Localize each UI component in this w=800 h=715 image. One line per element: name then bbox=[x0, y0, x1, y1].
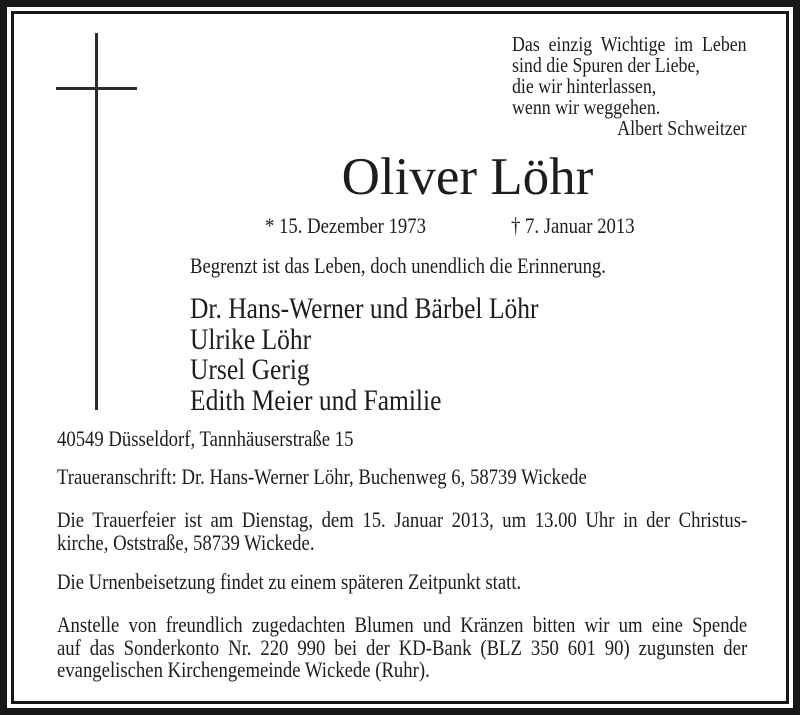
quote-line: wenn wir weggehen. bbox=[512, 95, 661, 119]
donation-request-line: auf das Sonderkonto Nr. 220 990 bei der KD-Bank (BLZ 350 601 90) zugunsten der bbox=[57, 634, 748, 660]
quote-line: sind die Spuren der Liebe, bbox=[512, 53, 700, 77]
deceased-name: Oliver Löhr bbox=[341, 148, 594, 206]
death-date: † 7. Januar 2013 bbox=[511, 213, 635, 238]
quote-line: die wir hinterlassen, bbox=[512, 74, 657, 98]
cross-horizontal-bar bbox=[56, 87, 137, 90]
donation-request-line: evangelischen Kirchengemeinde Wickede (Ruhr). bbox=[57, 657, 430, 682]
urn-burial-notice: Die Urnenbeisetzung findet zu einem späteren Zeitpunkt statt. bbox=[57, 569, 522, 594]
quote-line: Das einzig Wichtige im Leben bbox=[512, 32, 747, 56]
funeral-info bbox=[57, 509, 747, 554]
mourners-list bbox=[190, 294, 538, 416]
mourner-name: Ulrike Löhr bbox=[190, 322, 312, 356]
birth-date: * 15. Dezember 1973 bbox=[265, 213, 426, 238]
mourner-name: Edith Meier und Familie bbox=[190, 383, 442, 417]
home-address: 40549 Düsseldorf, Tannhäuserstraße 15 bbox=[57, 426, 354, 451]
funeral-info-line: kirche, Oststraße, 58739 Wickede. bbox=[57, 529, 315, 555]
funeral-info-line: Die Trauerfeier ist am Dienstag, dem 15. Januar 2013, um 13.00 Uhr in der Christus- bbox=[57, 507, 748, 532]
quote-attribution: Albert Schweitzer bbox=[617, 116, 747, 140]
mourning-address: Traueranschrift: Dr. Hans-Werner Löhr, Buchenweg 6, 58739 Wickede bbox=[57, 464, 587, 489]
donation-request-line: Anstelle von freundlich zugedachten Blumen und Kränzen bitten wir um eine Spende bbox=[57, 612, 748, 637]
epitaph: Begrenzt ist das Leben, doch unendlich die Erinnerung. bbox=[190, 253, 606, 278]
donation-request bbox=[57, 614, 747, 682]
quote-block bbox=[512, 34, 747, 139]
mourner-name: Dr. Hans-Werner und Bärbel Löhr bbox=[190, 292, 539, 325]
mourner-name: Ursel Gerig bbox=[190, 353, 310, 386]
